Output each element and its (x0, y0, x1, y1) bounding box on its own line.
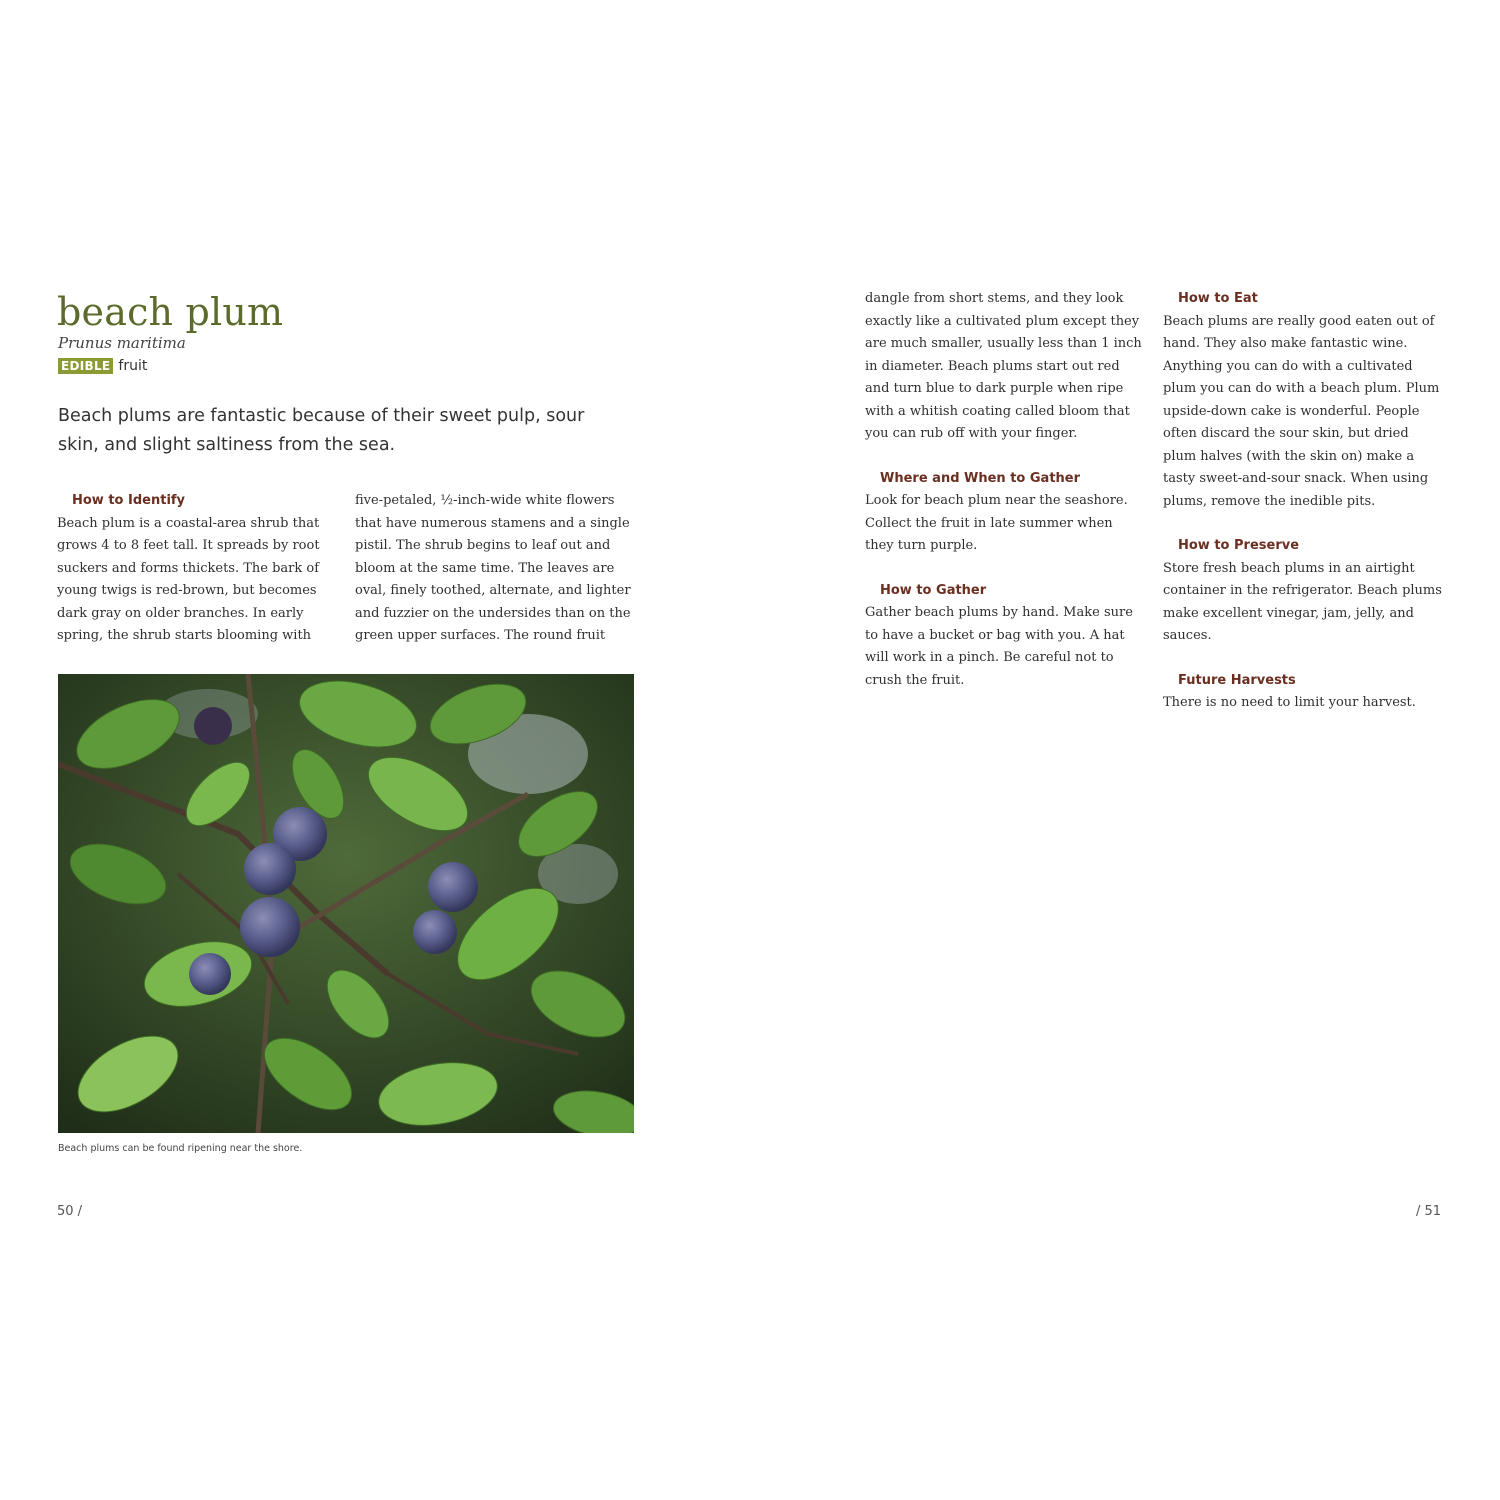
heading-future-harvests: Future Harvests (1178, 672, 1296, 688)
heading-how-to-gather: How to Gather (880, 582, 987, 598)
where-paragraph: Look for beach plum near the seashore. Collect the fruit in late summer when they turn purple. (865, 493, 1128, 553)
identify-paragraph-part-1: Beach plum is a coastal-area shrub that grows 4 to 8 feet tall. It spreads by root suckers and forms thickets. The bark of young twigs is red-brown, but becomes dark gray on older branches. In early spring, the shrub starts blooming with (57, 515, 320, 643)
identify-paragraph-part-3: dangle from short stems, and they look exactly like a cultivated plum except they are much smaller, usually less than 1 inch in diameter. Beach plums start out red and turn blue to dark purple when ripe with a whitish coating called bloom that you can rub off with your finger. (865, 291, 1142, 441)
preserve-paragraph: Store fresh beach plums in an airtight container in the refrigerator. Beach plums make excellent vinegar, jam, jelly, and sauces. (1163, 560, 1442, 643)
plum-fruit-7 (194, 707, 232, 745)
text-column-2 (355, 490, 635, 648)
latin-name: Prunus maritima (58, 334, 186, 352)
future-paragraph: There is no need to limit your harvest. (1163, 695, 1416, 710)
text-column-3 (865, 288, 1145, 692)
photo-caption: Beach plums can be found ripening near the shore. (58, 1143, 303, 1154)
heading-where-and-when: Where and When to Gather (880, 470, 1081, 486)
plum-fruit-2 (244, 843, 296, 895)
identify-paragraph-part-2: five-petaled, ½-inch-wide white flowers that have numerous stamens and a single pistil. The shrub begins to leaf out and bloom at the same time. The leaves are oval, finely toothed, alternate, and lighter and fuzzier on the undersides than on the green upper surfaces. The round fruit (355, 493, 631, 643)
intro-text: Beach plums are fantastic because of their sweet pulp, sour skin, and slight saltiness from the sea. (58, 406, 585, 455)
plum-fruit-3 (240, 897, 300, 957)
page-number-left: 50 / (57, 1204, 83, 1219)
page-number-right: / 51 (1416, 1204, 1442, 1219)
heading-how-to-eat: How to Eat (1178, 291, 1258, 306)
edible-part: fruit (118, 358, 148, 374)
edibility-tag (58, 358, 147, 374)
eat-paragraph: Beach plums are really good eaten out of hand. They also make fantastic wine. Anything you can do with a cultivated plum you can do with a beach plum. Plum upside-down cake is wonderful. People often discard the sour skin, but dried plum halves (with the skin on) make a tasty sweet-and-sour snack. When using plums, remove the inedible pits. (1163, 313, 1440, 509)
plum-fruit-5 (428, 862, 478, 912)
plum-fruit-6 (413, 910, 457, 954)
heading-how-to-identify: How to Identify (72, 493, 186, 508)
plum-fruit-4 (189, 953, 231, 995)
edible-badge: EDIBLE (58, 358, 113, 374)
gather-paragraph: Gather beach plums by hand. Make sure to have a bucket or bag with you. A hat will work in a pinch. Be careful not to crush the fruit. (865, 605, 1133, 688)
page-title: beach plum (57, 290, 284, 334)
heading-how-to-preserve: How to Preserve (1178, 538, 1300, 553)
text-column-4 (1163, 288, 1443, 715)
text-column-1 (57, 490, 337, 648)
beach-plum-illustration (58, 674, 634, 1133)
beach-plum-photo (58, 674, 634, 1133)
